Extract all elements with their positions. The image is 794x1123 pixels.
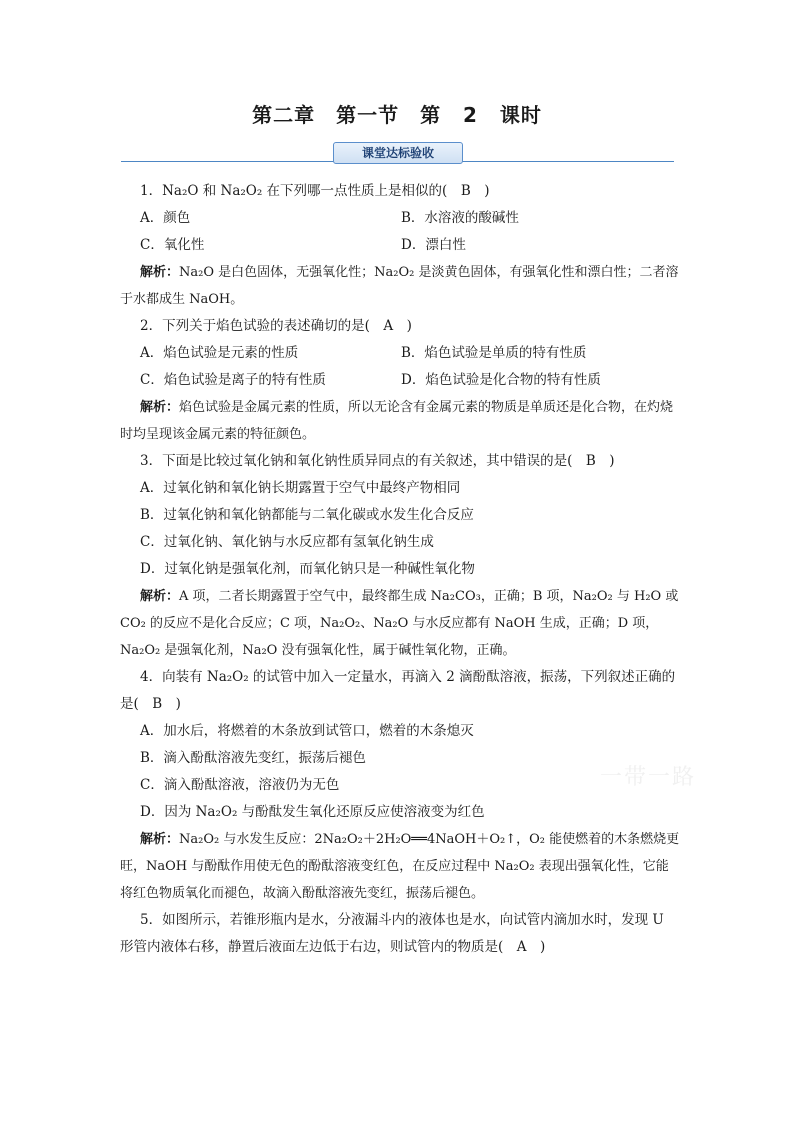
option-a: A．焰色试验是元素的性质 (140, 345, 299, 361)
question-stem: 1．Na₂O 和 Na₂O₂ 在下列哪一点性质上是相似的( B ) (140, 183, 490, 199)
explanation-text: 焰色试验是金属元素的性质，所以无论含有金属元素的物质是单质还是化合物，在灼烧时均呈现该金属元素的特征颜色。 (120, 400, 674, 442)
option-b: B．过氧化钠和氧化钠都能与二氧化碳或水发生化合反应 (140, 507, 474, 523)
explanation (120, 259, 680, 313)
section-badge: 课堂达标验收 (333, 142, 463, 164)
explanation (120, 394, 680, 448)
explanation-label: 解析： (140, 589, 180, 604)
question-stem: 5．如图所示，若锥形瓶内是水，分液漏斗内的液体也是水，向试管内滴加水时，发现 U 形管内液体右移，静置后液面左边低于右边，则试管内的物质是( A ) (120, 912, 664, 955)
explanation-text: Na₂O₂ 与水发生反应：2Na₂O₂＋2H₂O══4NaOH＋O₂↑，O₂ 能使燃着的木条燃烧更旺，NaOH 与酚酞作用使无色的酚酞溶液变红色，在反应过程中 Na₂O₂ 表现出强氧化性，它能将红色物质氧化而褪色，故滴入酚酞溶液先变红，振荡后褪色。 (120, 832, 680, 901)
option-c: C．氧化性 (140, 237, 205, 253)
option-b: B．焰色试验是单质的特有性质 (401, 345, 587, 361)
option-grid (120, 340, 680, 394)
option-a: A．过氧化钠和氧化钠长期露置于空气中最终产物相同 (140, 480, 461, 496)
option-c: C．过氧化钠、氧化钠与水反应都有氢氧化钠生成 (140, 534, 434, 550)
option-b: B．滴入酚酞溶液先变红，振荡后褪色 (140, 750, 366, 766)
question-stem: 2．下列关于焰色试验的表述确切的是( A ) (140, 318, 412, 334)
option-a: A．加水后，将燃着的木条放到试管口，燃着的木条熄灭 (140, 723, 474, 739)
option-d: D．过氧化钠是强氧化剂，而氧化钠只是一种碱性氧化物 (140, 561, 475, 577)
option-d: D．焰色试验是化合物的特有性质 (401, 372, 601, 388)
page-title: 第二章 第一节 第 2 课时 (252, 103, 542, 127)
option-c: C．焰色试验是离子的特有性质 (140, 372, 326, 388)
option-d: D．因为 Na₂O₂ 与酚酞发生氧化还原反应使溶液变为红色 (140, 804, 485, 820)
explanation-label: 解析： (140, 832, 180, 847)
explanation (120, 583, 680, 664)
option-a: A．颜色 (140, 210, 191, 226)
option-grid (120, 205, 680, 259)
question-stem: 4．向装有 Na₂O₂ 的试管中加入一定量水，再滴入 2 滴酚酞溶液，振荡，下列叙述正确的是( B ) (120, 669, 676, 712)
option-d: D．漂白性 (401, 237, 466, 253)
option-b: B．水溶液的酸碱性 (401, 210, 519, 226)
question-stem: 3．下面是比较过氧化钠和氧化钠性质异同点的有关叙述，其中错误的是( B ) (140, 453, 615, 469)
explanation (120, 826, 680, 907)
explanation-label: 解析： (140, 265, 180, 280)
explanation-text: A 项，二者长期露置于空气中，最终都生成 Na₂CO₃，正确；B 项，Na₂O₂ 与 H₂O 或 CO₂ 的反应不是化合反应；C 项，Na₂O₂、Na₂O 与水反应都有 NaOH 生成，正确；D 项，Na₂O₂ 是强氧化剂，Na₂O 没有强氧化性，属于碱性氧化物，正确。 (120, 589, 679, 658)
question-list (120, 178, 680, 961)
watermark: 一带一路 (600, 765, 697, 790)
explanation-label: 解析： (140, 400, 180, 415)
explanation-text: Na₂O 是白色固体，无强氧化性；Na₂O₂ 是淡黄色固体，有强氧化性和漂白性；二者溶于水都成生 NaOH。 (120, 265, 679, 307)
option-c: C．滴入酚酞溶液，溶液仍为无色 (140, 777, 340, 793)
